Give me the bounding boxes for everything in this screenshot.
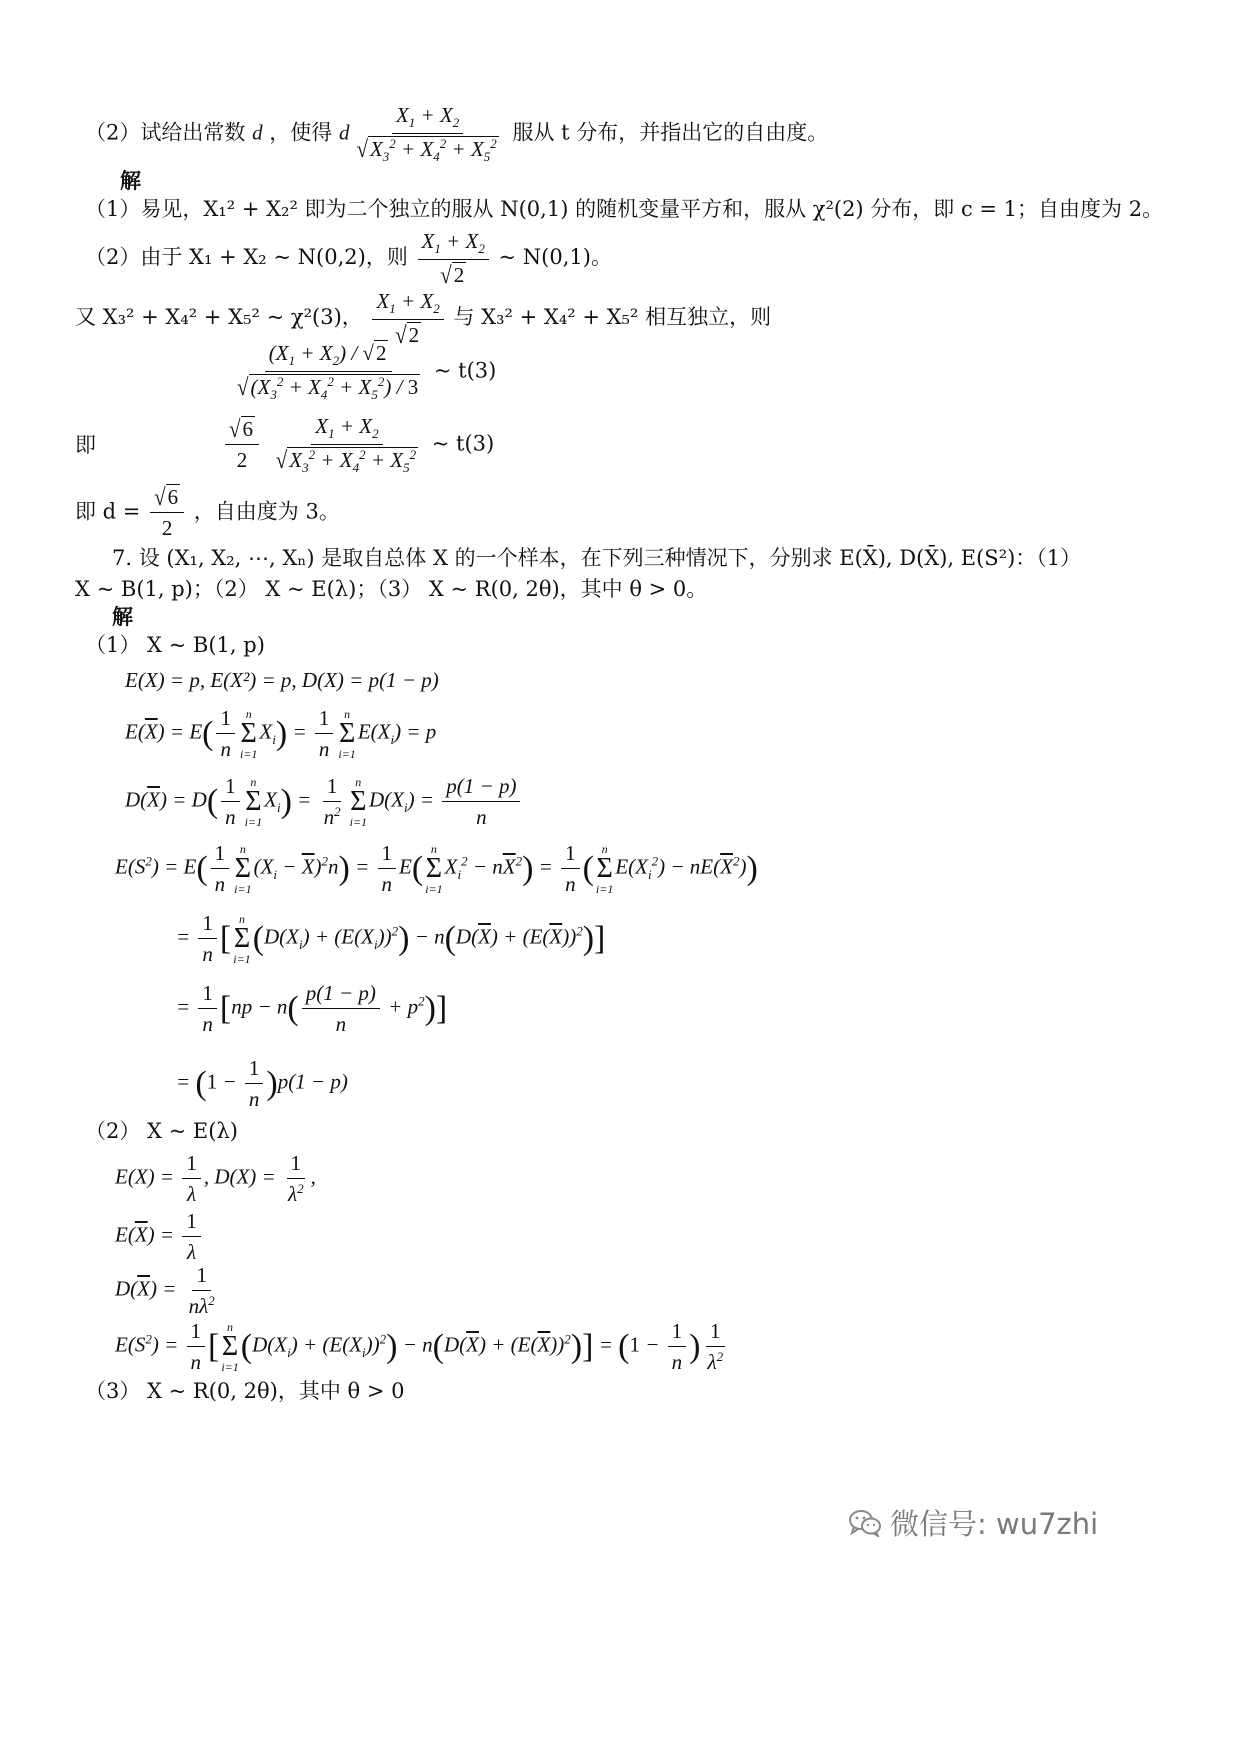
solution-heading-1: 解 [120,168,141,193]
problem-7-line-1: 7. 设 (X₁, X₂, ⋯, Xₙ) 是取自总体 X 的一个样本，在下列三种情况下，分别求 E(X̄), D(X̄), E(S²)：（1） [112,546,1082,570]
case-1-heading: （1） X ~ B(1, p) [85,633,265,657]
solution-line-ji: 即 [75,433,96,457]
solution-line-2: （2）由于 X₁ + X₂ ~ N(0,2)，则 $\frac{X_1 + X_2}{√2}$ ~ N(0,1)。 [85,229,612,290]
formula-t3-simplified: $\frac{√6}{2}$ $\frac{X_1 + X_2}{√X_3^2 + X_4^2 + X_5^2}$ ~ t(3) [222,413,494,477]
watermark-text: 微信号: wu7zhi [890,1507,1099,1541]
case-2-mean: $E(\overline{X})$ = $\frac{1}{\lambda}$ [115,1208,204,1266]
solution-line-3: 又 X₃² + X₄² + X₅² ~ χ²(3)， $\frac{X_1 + X_2}{√2}$ 与 X₃² + X₄² + X₅² 相互独立，则 [75,289,772,350]
case-1-variance: $D(\overline{X}) = D$( $\frac{1}{n}$ n Σ i=1 $X_i$) = $\frac{1}{n^2}$ n Σ i=1 $D(X_i)$ = $\frac{p(1 - p)}{n}$ [125,773,523,831]
case-1-moments: E(X) = p, E(X²) = p, D(X) = p(1 − p) [125,668,439,692]
solution-line-1: （1）易见，X₁² + X₂² 即为二个独立的服从 N(0,1) 的随机变量平方和，服从 χ²(2) 分布，即 c = 1；自由度为 2。 [85,197,1164,221]
case-1-es2-line-3: = $\frac{1}{n}$ [np − n( $\frac{p(1 - p)}{n}$ + $p^2$)] [176,981,448,1037]
problem-2-line: （2）试给出常数 d ，使得 d $\frac{X_1 + X_2}{√X_3^2 + X_4^2 + X_5^2}$ 服从 t 分布，并指出它的自由度。 [85,103,829,165]
case-2-variance: $D(\overline{X})$ = $\frac{1}{n\lambda^2}$ [115,1263,215,1319]
wechat-icon [848,1509,882,1537]
solution-line-d-value: 即 d = $\frac{√6}{2}$ ，自由度为 3。 [75,483,340,541]
case-1-es2-line-1: $E(S^2) = E$( $\frac{1}{n}$ n Σ i=1 $(X_i - \overline{X})^2n$) = $\frac{1}{n}$ E( n Σ i=1 $X_i^2 - n\overline{X}^2$) = $\frac{1}{n}$ ( n Σ i=1 $E(X_i^2) - nE(\overline{X}^2)$) [115,841,758,897]
case-2-es2: $E(S^2)$ = $\frac{1}{n}$ [ n Σ i=1 $(D(X_i) + (E(X_i))^2) - n(D(\overline{X}) + (E(\overline{X}))^2)] = (1$ − $\frac{1}{n}$ ) $\frac{1}{\lambda^2}$ [115,1319,724,1375]
case-2-heading: （2） X ~ E(λ) [85,1119,238,1143]
case-3-heading: （3） X ~ R(0, 2θ)，其中 θ > 0 [85,1379,405,1403]
case-1-es2-line-2: = $\frac{1}{n}$ [ n Σ i=1 $(D(X_i) + (E(X_i))^2) - n(D(\overline{X}) + (E(\overline{X}))^2)$] [176,911,606,967]
wechat-watermark [848,1502,1098,1543]
problem-2-fraction: $\frac{X_1 + X_2}{√X_3^2 + X_4^2 + X_5^2}$ [356,103,497,165]
case-2-moments: E(X) = $\frac{1}{\lambda}$ , D(X) = $\frac{1}{\lambda^2}$ , [115,1151,316,1207]
solution-heading-2: 解 [112,604,133,629]
formula-d-lead: d [338,120,350,145]
case-1-mean: $E(\overline{X}) = E$( $\frac{1}{n}$ n Σ i=1 $X_i$) = $\frac{1}{n}$ n Σ i=1 $E(X_i) = p$ [125,706,437,762]
case-1-es2-line-4: = (1 − $\frac{1}{n}$ )p(1 − p) [176,1056,348,1112]
problem-7-line-2: X ~ B(1, p)；（2） X ~ E(λ)；（3） X ~ R(0, 2θ)，其中 θ > 0。 [75,577,708,601]
formula-t3-display: $\frac{(X_1 + X_2) / √2}{√(X_3^2 + X_4^2 + X_5^2) / 3}$ ~ t(3) [237,341,497,403]
